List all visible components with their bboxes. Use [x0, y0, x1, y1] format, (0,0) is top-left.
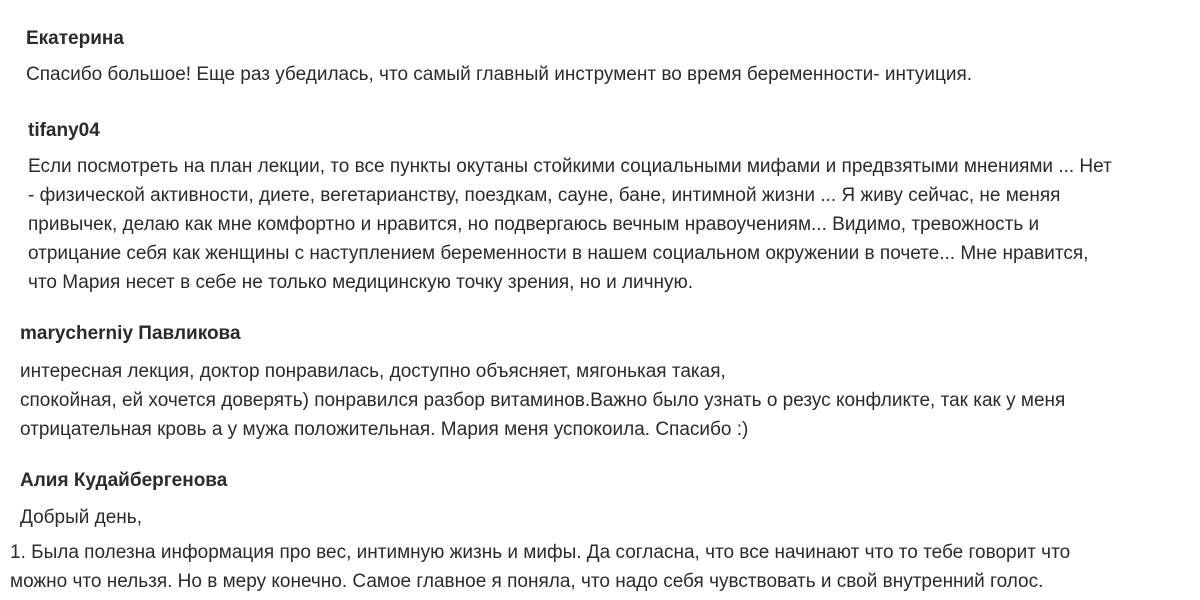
comment-text-line: Спасибо большое! Еще раз убедилась, что самый главный инструмент во время беременности- интуиция. [26, 64, 973, 85]
comment-text-line: - физической активности, диете, вегетарианству, поездкам, сауне, бане, интимной жизни ... Я живу сейчас, не меняя [28, 185, 1061, 206]
comment-text-line: интересная лекция, доктор понравилась, доступно объясняет, мягонькая такая, [20, 361, 726, 382]
comment-text-line: 1. Была полезна информация про вес, интимную жизнь и мифы. Да согласна, что все начинают что то тебе говорит что [10, 542, 1071, 563]
comment-text-line: Добрый день, [20, 507, 142, 528]
comment-text-line: что Мария несет в себе не только медицинскую точку зрения, но и личную. [28, 272, 694, 293]
comment-author: Екатерина [26, 28, 124, 49]
comment-text-line: можно что нельзя. Но в меру конечно. Самое главное я поняла, что надо себя чувствовать и свой внутренний голос. [10, 571, 1044, 592]
comment-text-line: отрицание себя как женщины с наступлением беременности в нашем социальном окружении в почете... Мне нравится, [28, 243, 1089, 264]
comment-author: tifany04 [28, 120, 100, 141]
comment-author: marycherniy Павликова [20, 323, 241, 344]
comment-text-line: спокойная, ей хочется доверять) понравился разбор витаминов.Важно было узнать о резус конфликте, так как у меня [20, 390, 1066, 411]
comment-text-line: Если посмотреть на план лекции, то все пункты окутаны стойкими социальными мифами и предвзятыми мнениями ... Нет [28, 156, 1112, 177]
comment-text-line: привычек, делаю как мне комфортно и нравится, но подвергаюсь вечным нравоучениям... Видимо, тревожность и [28, 214, 1040, 235]
comment-author: Алия Кудайбергенова [20, 470, 228, 491]
comment-text-line: отрицательная кровь а у мужа положительная. Мария меня успокоила. Спасибо :) [20, 419, 749, 440]
